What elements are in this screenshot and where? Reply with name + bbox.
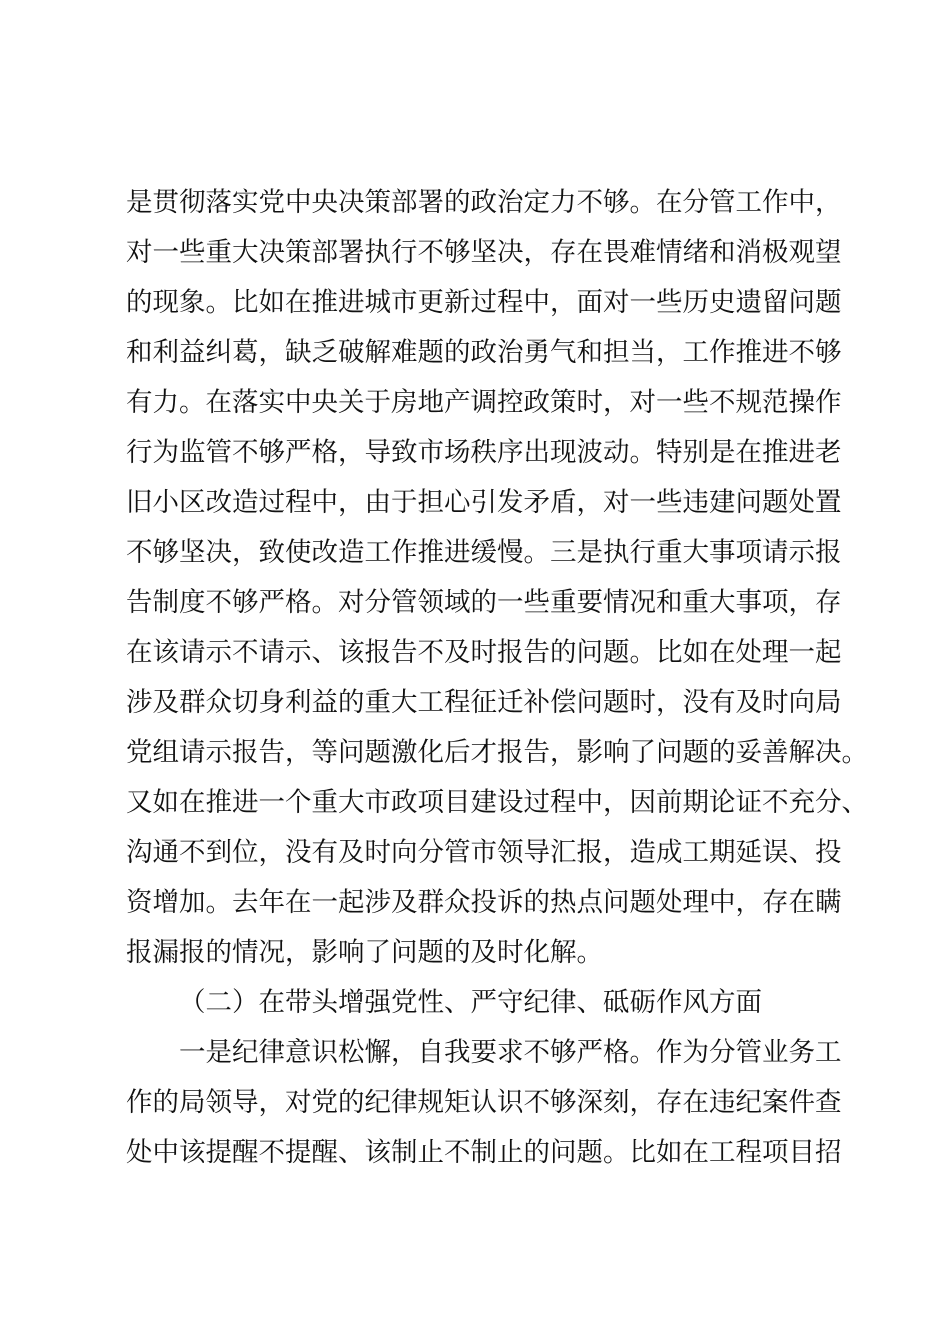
text-line: 是贯彻落实党中央决策部署的政治定力不够。在分管工作中，: [126, 187, 842, 218]
text-line: 沟通不到位，没有及时向分管市领导汇报，造成工期延误、投: [126, 837, 842, 868]
text-line: 旧小区改造过程中，由于担心引发矛盾，对一些违建问题处置: [126, 487, 842, 518]
text-line: 涉及群众切身利益的重大工程征迁补偿问题时，没有及时向局: [126, 687, 842, 718]
text-line: 和利益纠葛，缺乏破解难题的政治勇气和担当，工作推进不够: [126, 337, 842, 368]
text-line: 的现象。比如在推进城市更新过程中，面对一些历史遗留问题: [126, 287, 842, 318]
text-line: 在该请示不请示、该报告不及时报告的问题。比如在处理一起: [126, 637, 842, 668]
section-heading: （二）在带头增强党性、严守纪律、砥砺作风方面: [179, 987, 762, 1018]
text-line: 不够坚决，致使改造工作推进缓慢。三是执行重大事项请示报: [126, 537, 842, 568]
text-line: 党组请示报告，等问题激化后才报告，影响了问题的妥善解决。: [126, 737, 868, 768]
text-line: 又如在推进一个重大市政项目建设过程中，因前期论证不充分、: [126, 787, 868, 818]
text-line: 行为监管不够严格，导致市场秩序出现波动。特别是在推进老: [126, 437, 842, 468]
text-line: 报漏报的情况，影响了问题的及时化解。: [126, 937, 603, 968]
text-line: 作的局领导，对党的纪律规矩认识不够深刻，存在违纪案件查: [126, 1087, 842, 1118]
text-line: 对一些重大决策部署执行不够坚决，存在畏难情绪和消极观望: [126, 237, 842, 268]
text-line: 有力。在落实中央关于房地产调控政策时，对一些不规范操作: [126, 387, 842, 418]
text-line: 告制度不够严格。对分管领域的一些重要情况和重大事项，存: [126, 587, 842, 618]
text-line: 资增加。去年在一起涉及群众投诉的热点问题处理中，存在瞒: [126, 887, 842, 918]
text-line: 一是纪律意识松懈，自我要求不够严格。作为分管业务工: [179, 1037, 842, 1068]
body-text: [126, 178, 868, 1178]
text-line: 处中该提醒不提醒、该制止不制止的问题。比如在工程项目招: [126, 1137, 842, 1168]
